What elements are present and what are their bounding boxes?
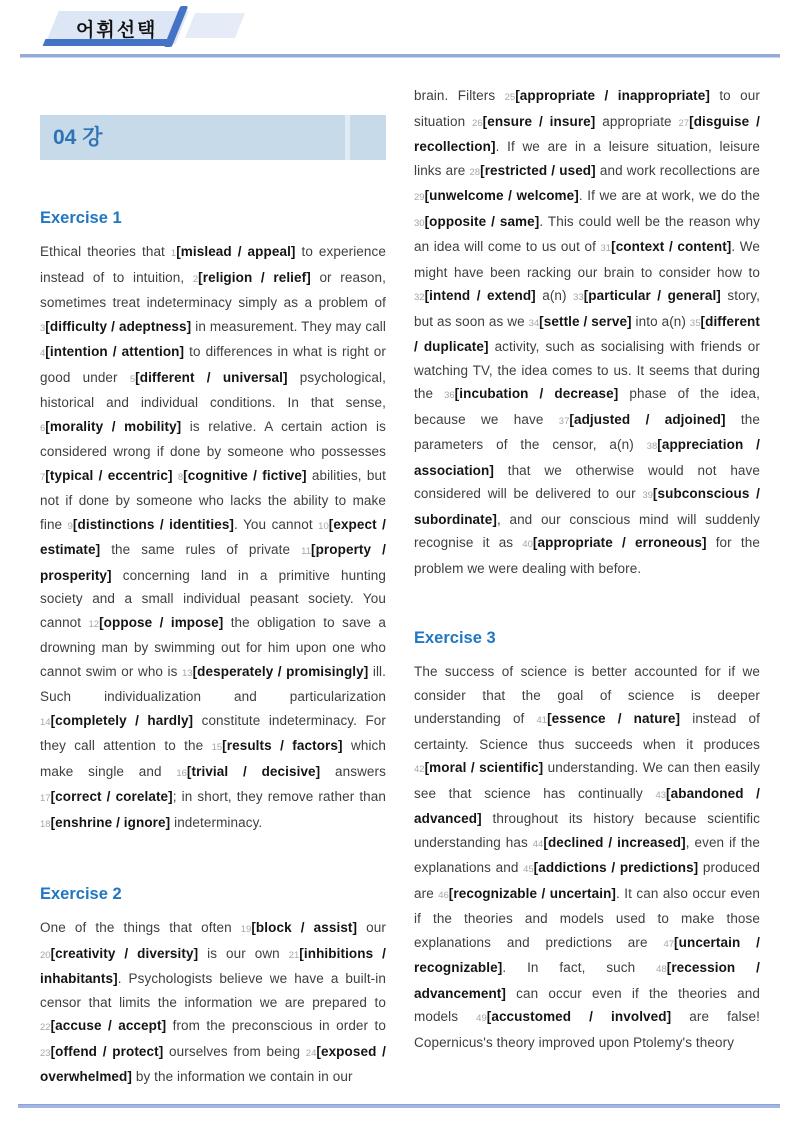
word-choice: [restricted / used] <box>480 162 596 178</box>
word-choice: [desperately / promisingly] <box>192 663 369 679</box>
word-choice: [typical / eccentric] <box>45 467 173 483</box>
word-choice: [incubation / decrease] <box>454 386 619 401</box>
choice-number: 34 <box>528 317 540 329</box>
word-choice: [correct / corelate] <box>50 789 173 804</box>
word-choice: [accustomed / involved] <box>486 1009 672 1024</box>
word-choice: [intention / attention] <box>45 344 185 359</box>
choice-number: 20 <box>40 949 51 961</box>
word-choice: [declined / increased] <box>543 834 686 850</box>
word-choice: [exposed / overwhelmed] <box>40 1043 386 1084</box>
choice-number: 17 <box>40 793 51 804</box>
choice-number: 36 <box>444 390 455 401</box>
choice-number: 22 <box>40 1022 51 1033</box>
header-divider <box>20 54 780 58</box>
exercise-2-heading: Exercise 2 <box>40 885 122 903</box>
word-choice: [offend / protect] <box>50 1043 164 1059</box>
word-choice: [adjusted / adjoined] <box>569 411 726 427</box>
choice-number: 30 <box>414 217 425 229</box>
word-choice: [essence / nature] <box>547 711 681 726</box>
choice-number: 49 <box>476 1013 487 1024</box>
word-choice: [distinctions / identities] <box>72 516 235 532</box>
choice-number: 47 <box>663 938 675 950</box>
word-choice: [appropriate / erroneous] <box>532 535 707 550</box>
lesson-banner <box>40 115 386 160</box>
word-choice: [opposite / same] <box>424 213 540 229</box>
word-choice: [religion / relief] <box>198 269 311 285</box>
choice-number: 2 <box>192 273 199 285</box>
word-choice: [recession / advancement] <box>414 960 761 1001</box>
word-choice: [different / universal] <box>135 369 288 385</box>
footer-divider <box>18 1104 780 1108</box>
word-choice: [recognizable / uncertain] <box>448 885 617 901</box>
word-choice: [morality / mobility] <box>45 418 182 434</box>
word-choice: [cognitive / fictive] <box>183 467 307 483</box>
header-logo <box>0 0 300 60</box>
choice-number: 3 <box>40 322 46 334</box>
lesson-title: 04 강 <box>53 126 103 149</box>
choice-number: 21 <box>288 949 300 961</box>
choice-number: 35 <box>689 317 701 329</box>
right-column <box>414 84 760 1054</box>
choice-number: 1 <box>170 248 177 259</box>
word-choice: [property / prosperity] <box>40 542 386 583</box>
word-choice: [abandoned / advanced] <box>414 785 761 826</box>
choice-number: 8 <box>177 471 184 483</box>
word-choice: [completely / hardly] <box>50 712 194 728</box>
choice-number: 39 <box>642 490 653 501</box>
choice-number: 4 <box>40 348 46 359</box>
word-choice: [particular / general] <box>583 288 721 303</box>
word-choice: [context / content] <box>611 239 732 254</box>
logo-title: 어휘선택 <box>76 20 158 41</box>
word-choice: [trivial / decisive] <box>186 763 321 779</box>
word-choice: [different / duplicate] <box>414 313 760 354</box>
exercise-2-continuation-text: brain. Filters 25[appropriate / inappropriate] to our situation 26[ensure / insure] appropriate 27[disguise / recollection]. If we are in a leisure situation, leisure links are 28[restricted / used] and work recollections are 29[unwelcome / welcome]. If we are at work, we do the 30[opposite / same]. This could well be the reason why an idea will come to us out of 31[context / content]. We might have been racking our brain to consider how to 32[intend / extend] a(n) 33[particular / general] story, but as soon as we 34[settle / serve] into a(n) 35[different / duplicate] activity, such as socialising with friends or watching TV, the idea comes to us. It seems that during the 36[incubation / decrease] phase of the idea, because we have 37[adjusted / adjoined] the parameters of the censor, a(n) 38[appreciation / association] that we otherwise would not have considered will be delivered to our 39[subconscious / subordinate], and our conscious mind will suddenly recognise it as 40[appropriate / erroneous] for the problem we were dealing with before. <box>414 88 761 576</box>
choice-number: 13 <box>181 667 193 679</box>
word-choice: [subconscious / subordinate] <box>414 486 760 527</box>
choice-number: 48 <box>656 964 667 975</box>
choice-number: 27 <box>678 117 690 129</box>
word-choice: [expect / estimate] <box>40 516 386 557</box>
choice-number: 33 <box>573 292 584 303</box>
choice-number: 46 <box>438 889 449 901</box>
word-choice: [enshrine / ignore] <box>50 814 171 830</box>
word-choice: [ensure / insure] <box>482 113 596 129</box>
choice-number: 14 <box>40 716 51 728</box>
choice-number: 24 <box>305 1047 317 1059</box>
word-choice: [moral / scientific] <box>424 760 544 775</box>
choice-number: 31 <box>600 243 612 254</box>
exercise-3-text: The success of science is better accounted for if we consider that the goal of science is deeper understanding of 41[essence / nature] instead of certainty. Science thus succeeds when it produces 42[moral / scientific] understanding. We can then easily see that science has continually 43[abandoned / advanced] throughout its history because scientific understanding has 44[declined / increased], even if the explanations and 45[addictions / predictions] produced are 46[recognizable / uncertain]. It can also occur even if the theories and models used to make those explanations and predictions are 47[uncertain / recognizable]. In fact, such 48[recession / advancement] can occur even if the theories and models 49[accustomed / involved] are false! Copernicus's theory improved upon Ptolemy's theory <box>414 664 761 1050</box>
exercise-2-text: One of the things that often 19[block / assist] our 20[creativity / diversity] is our own 21[inhibitions / inhabitants]. Psychologists believe we have a built-in censor that limits the information we are prepared to 22[accuse / accept] from the preconscious in order to 23[offend / protect] ourselves from being 24[exposed / overwhelmed] by the information we contain in our <box>40 920 386 1084</box>
choice-number: 43 <box>655 789 667 801</box>
choice-number: 28 <box>469 166 481 178</box>
left-column <box>40 115 386 1089</box>
choice-number: 9 <box>67 520 73 532</box>
choice-number: 11 <box>301 546 311 557</box>
word-choice: [addictions / predictions] <box>533 860 699 875</box>
word-choice: [intend / extend] <box>424 288 536 303</box>
choice-number: 37 <box>558 415 570 427</box>
word-choice: [inhibitions / inhabitants] <box>40 945 386 986</box>
word-choice: [mislead / appeal] <box>176 244 296 259</box>
word-choice: [disguise / recollection] <box>414 113 760 154</box>
lesson-banner-highlight-strip <box>345 115 350 160</box>
choice-number: 26 <box>472 117 483 129</box>
choice-number: 7 <box>40 471 46 483</box>
choice-number: 25 <box>504 92 516 103</box>
choice-number: 42 <box>414 764 425 775</box>
word-choice: [appreciation / association] <box>414 437 760 478</box>
word-choice: [uncertain / recognizable] <box>414 934 760 975</box>
word-choice: [block / assist] <box>251 920 358 935</box>
word-choice: [creativity / diversity] <box>50 945 199 961</box>
choice-number: 32 <box>414 292 425 303</box>
word-choice: [accuse / accept] <box>50 1018 167 1033</box>
word-choice: [unwelcome / welcome] <box>424 188 579 203</box>
choice-number: 23 <box>40 1047 51 1059</box>
word-choice: [oppose / impose] <box>99 614 224 630</box>
choice-number: 19 <box>240 924 252 935</box>
word-choice: [results / factors] <box>222 738 343 753</box>
choice-number: 41 <box>536 715 548 726</box>
choice-number: 5 <box>129 373 136 385</box>
choice-number: 40 <box>522 539 533 550</box>
choice-number: 44 <box>532 838 544 850</box>
choice-number: 38 <box>646 441 658 452</box>
exercise-1-text: Ethical theories that 1[mislead / appeal] to experience instead of to intuition, 2[religion / relief] or reason, sometimes treat indeterminacy simply as a problem of 3[difficulty / adeptness] in measurement. They may call 4[intention / attention] to differences in what is right or good under 5[different / universal] psychological, historical and individual conditions. In that sense, 6[morality / mobility] is relative. A certain action is considered wrong if done by someone who possesses 7[typical / eccentric] 8[cognitive / fictive] abilities, but not if done by someone who lacks the ability to make fine 9[distinctions / identities]. You cannot 10[expect / estimate] the same rules of private 11[property / prosperity] concerning land in a primitive hunting society and a small individual peasant society. You cannot 12[oppose / impose] the obligation to save a drowning man by swimming out for him upon one who cannot swim or who is 13[desperately / promisingly] ill. Such individualization and particularization 14[completely / hardly] constitute indeterminacy. For they call attention to the 15[results / factors] which make single and 16[trivial / decisive] answers 17[correct / corelate]; in short, they remove rather than 18[enshrine / ignore] indeterminacy. <box>40 244 387 830</box>
logo-secondary-shape <box>185 13 245 38</box>
word-choice: [appropriate / inappropriate] <box>515 88 710 103</box>
choice-number: 29 <box>414 192 425 203</box>
choice-number: 10 <box>318 520 329 532</box>
choice-number: 6 <box>40 422 46 434</box>
choice-number: 18 <box>40 818 51 830</box>
choice-number: 45 <box>523 864 534 875</box>
exercise-1-heading: Exercise 1 <box>40 209 122 227</box>
choice-number: 12 <box>88 618 100 630</box>
exercise-3-heading: Exercise 3 <box>414 629 496 647</box>
choice-number: 15 <box>211 742 223 753</box>
word-choice: [difficulty / adeptness] <box>45 318 192 334</box>
choice-number: 16 <box>176 767 187 779</box>
word-choice: [settle / serve] <box>539 313 632 329</box>
